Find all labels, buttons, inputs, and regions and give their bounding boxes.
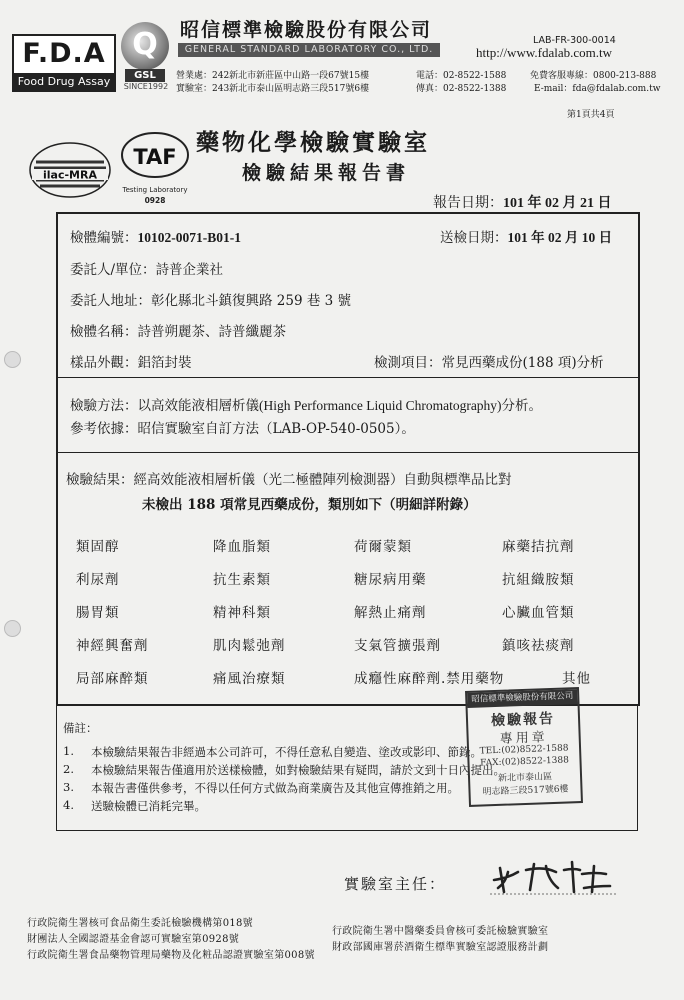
test-result-summary: 未檢出 188 項常見西藥成份，類別如下（明細詳附錄） [142, 497, 477, 513]
sample-name [70, 320, 286, 340]
drug-category: 局部麻醉類 [76, 671, 149, 687]
drug-category: 抗組織胺類 [502, 572, 575, 588]
punch-hole [4, 620, 21, 637]
drug-category: 荷爾蒙類 [354, 539, 412, 555]
fda-logo-subtitle: Food Drug Assay [14, 73, 114, 90]
sample-appearance [70, 351, 192, 371]
page-subtitle: 檢驗結果報告書 [242, 162, 411, 184]
drug-category: 成癮性麻醉劑.禁用藥物 [354, 671, 505, 687]
drug-category: 神經興奮劑 [76, 638, 149, 654]
drug-category: 心臟血管類 [502, 605, 575, 621]
test-result-line1: 經高效能液相層析儀（光二極體陣列檢測器）自動與標準品比對 [133, 472, 512, 488]
drug-category: 類固醇 [76, 539, 120, 555]
client-label: 委託人/單位： [70, 262, 156, 278]
footer-accreditation: 財政部國庫署菸酒衛生標準實驗室認證服務計劃 [332, 942, 549, 953]
sample-id-label: 檢體編號： [70, 230, 138, 246]
client-address [70, 289, 351, 309]
report-date [433, 192, 612, 212]
received-date [440, 226, 612, 246]
stamp-line: 新北市泰山區 [497, 772, 553, 784]
test-items-value: 常見西藥成份(188 項)分析 [441, 355, 604, 371]
footer-accreditation: 行政院衛生署食品藥物管理局藥物及化粧品認證實驗室第008號 [27, 950, 315, 961]
drug-category: 支氣管擴張劑 [354, 638, 441, 654]
client-address-value: 彰化縣北斗鎮復興路 259 巷 3 號 [151, 293, 352, 309]
footer-accreditation: 行政院衛生署中醫藥委員會核可委託檢驗實驗室 [332, 926, 549, 937]
client-address-label: 委託人地址： [70, 293, 151, 309]
footer-accreditation: 財團法人全國認證基金會認可實驗室第0928號 [27, 934, 240, 945]
note-text: 本檢驗結果報告非經過本公司許可，不得任意私自變造、塗改或影印、節錄。 [91, 745, 482, 759]
report-date-value: 101 年 02 月 21 日 [503, 196, 612, 211]
stamp-line: 專用章 [499, 730, 548, 747]
note-number: 1. [63, 744, 74, 758]
reference-label: 參考依據： [70, 421, 138, 437]
drug-category: 抗生素類 [213, 572, 271, 588]
drug-category: 解熱止痛劑 [354, 605, 427, 621]
drug-category: 腸胃類 [76, 605, 120, 621]
test-method [70, 394, 542, 414]
sample-id-value: 10102-0071-B01-1 [137, 230, 241, 245]
test-method-label: 檢驗方法： [70, 398, 138, 414]
footer-accreditation: 行政院衛生署核可食品衛生委託檢驗機構第018號 [27, 918, 253, 929]
sample-name-value: 詩普朔麗茶、詩普纖麗茶 [137, 324, 286, 340]
client-value: 詩普企業社 [155, 262, 224, 278]
drug-category: 鎮咳祛痰劑 [502, 638, 575, 654]
taf-logo-number: 0928 [144, 196, 166, 205]
lab-director-label: 實驗室主任： [344, 875, 447, 893]
ilac-logo-text: ilac-MRA [43, 168, 97, 182]
received-date-value: 101 年 02 月 10 日 [507, 230, 613, 245]
gsl-logo [117, 22, 175, 94]
report-date-label: 報告日期： [433, 195, 503, 211]
stamp-company: 昭信標準檢驗股份有限公司 [467, 689, 577, 708]
fda-logo [12, 34, 116, 92]
form-number: LAB-FR-300-0014 [533, 35, 616, 46]
drug-category: 降血脂類 [213, 539, 271, 555]
drug-category: 肌肉鬆弛劑 [213, 638, 286, 654]
lab-address: 實驗室：243新北市泰山區明志路三段517號6樓 [176, 84, 370, 94]
taf-logo-text: TAF [133, 145, 177, 169]
drug-category: 精神科類 [213, 605, 271, 621]
company-stamp [465, 687, 583, 807]
note-text: 本檢驗結果報告僅適用於送樣檢體，如對檢驗結果有疑問，請於文到十日內提出。 [91, 763, 505, 777]
sample-appearance-label: 樣品外觀： [70, 355, 138, 371]
test-items-label: 檢測項目： [374, 355, 442, 371]
stamp-line: 檢驗報告 [490, 710, 556, 730]
drug-category: 糖尿病用藥 [354, 572, 427, 588]
stamp-line: TEL:(02)8522-1588 [479, 743, 569, 757]
test-result-label: 檢驗結果： [66, 472, 134, 488]
sample-appearance-value: 鋁箔封裝 [137, 355, 192, 371]
sample-name-label: 檢體名稱： [70, 324, 138, 340]
note-number: 3. [63, 780, 74, 794]
gsl-logo-q: Q [132, 27, 158, 62]
office-address: 營業處：242新北市新莊區中山路一段67號15樓 [176, 71, 370, 81]
gsl-logo-label: GSL [125, 69, 165, 82]
ilac-mra-logo [28, 140, 112, 200]
reference [70, 417, 415, 437]
sample-id [70, 226, 241, 246]
fda-logo-letters: F.D.A [22, 38, 106, 69]
section-divider [58, 452, 638, 453]
toll-free-line: 免費客服專線：0800-213-888 [530, 71, 657, 81]
reference-value: 昭信實驗室自訂方法（LAB-OP-540-0505）。 [137, 421, 415, 437]
fax: 傳真：02-8522-1388 [416, 84, 507, 94]
punch-hole [4, 351, 21, 368]
stamp-line: FAX:(02)8522-1388 [480, 755, 570, 769]
drug-category: 其他 [562, 671, 591, 687]
telephone: 電話：02-8522-1588 [416, 71, 507, 81]
note-text: 本報告書僅供參考，不得以任何方式做為商業廣告及其他宣傳推銷之用。 [91, 781, 459, 795]
report-main-box [56, 212, 640, 706]
drug-category: 痛風治療類 [213, 671, 286, 687]
note-number: 4. [63, 798, 74, 812]
note-number: 2. [63, 762, 74, 776]
company-name-cn: 昭信標準檢驗股份有限公司 [180, 19, 433, 41]
section-divider [58, 377, 638, 378]
received-date-label: 送檢日期： [440, 230, 508, 246]
email: E-mail：fda@fdalab.com.tw [534, 84, 661, 94]
test-result [66, 468, 512, 488]
drug-category: 麻藥拮抗劑 [502, 539, 575, 555]
taf-logo-subtitle: Testing Laboratory [122, 186, 188, 194]
test-method-value: 以高效能液相層析儀(High Performance Liquid Chromatography)分析。 [137, 398, 543, 413]
notes-header: 備註： [63, 721, 98, 735]
test-items [374, 351, 604, 371]
drug-category: 利尿劑 [76, 572, 120, 588]
page-number: 第1頁共4頁 [567, 110, 615, 120]
stamp-line: 明志路三段517號6樓 [482, 784, 569, 798]
director-signature [490, 858, 616, 896]
client [70, 258, 223, 278]
gsl-since: SINCE1992 [123, 82, 169, 91]
website-url: http://www.fdalab.com.tw [476, 45, 612, 60]
taf-logo [118, 128, 193, 212]
page-title: 藥物化學檢驗實驗室 [196, 129, 430, 156]
note-text: 送驗檢體已消耗完畢。 [91, 799, 206, 813]
company-name-en: GENERAL STANDARD LABORATORY CO., LTD. [178, 43, 440, 57]
